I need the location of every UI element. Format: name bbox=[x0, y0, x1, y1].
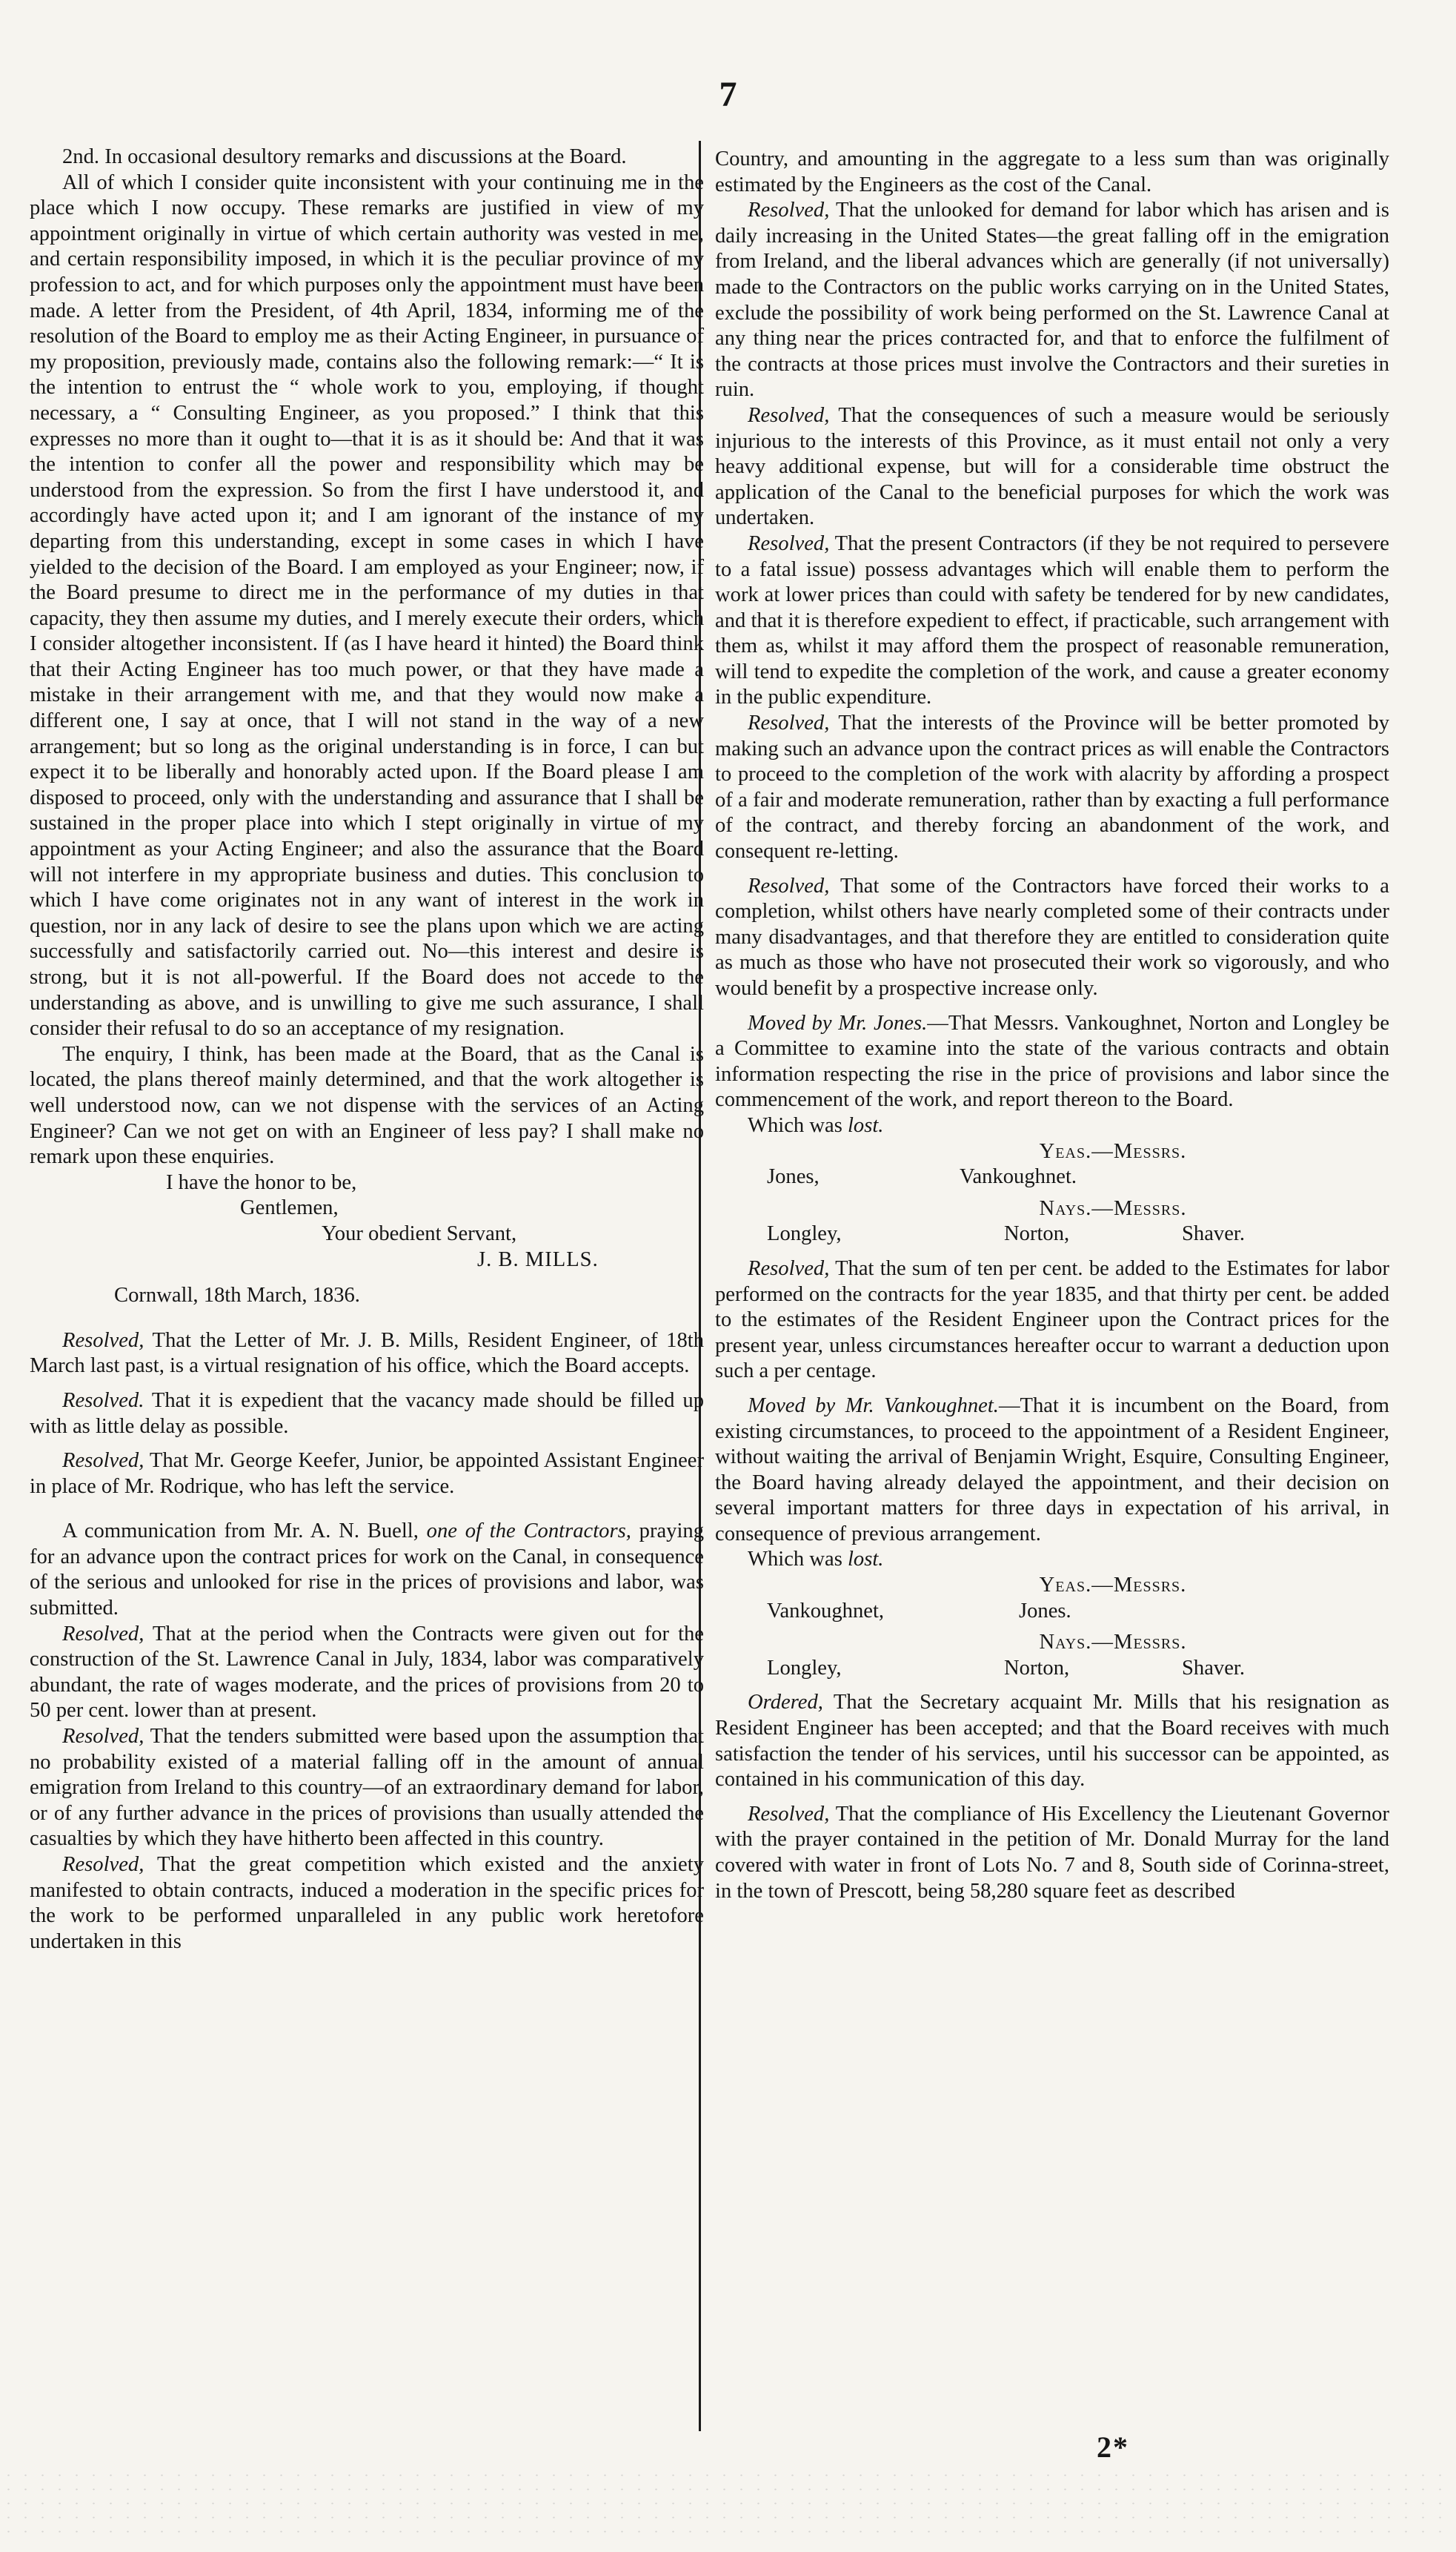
resolution-text: That some of the Contractors have forced their works to a completion, whilst others have nearly completed some of their contracts under many disadvantages, and that therefore they are entitled to consideration quite as much as those who have not prosecuted their work so vigorously, and who would benefit by a prospective increase only. bbox=[715, 874, 1389, 1000]
resolution-lead: Resolved, bbox=[748, 712, 830, 735]
resolution-keefer bbox=[30, 1448, 704, 1499]
resolution-ten-per-cent bbox=[715, 1256, 1389, 1385]
motion-text: —That Messrs. Vankoughnet, Norton and Longley be a Committee to examine into the state of the various contracts and obtain information respecting the rise in the price of provisions and labor since the commencement of the work, and report thereon to the Board. bbox=[715, 1011, 1390, 1112]
resolution-present-contractors bbox=[715, 531, 1389, 711]
resolution-text: That it is expedient that the vacancy made should be filled up with as little delay as possible. bbox=[30, 1388, 704, 1438]
resolution-lead: Resolved, bbox=[748, 531, 830, 555]
vote-nays-heading: Nays.—Messrs. bbox=[1039, 1631, 1187, 1654]
signature-closing: Your obedient Servant, bbox=[322, 1222, 517, 1245]
paragraph-desultory-remarks: 2nd. In occasional desultory remarks and discussions at the Board. bbox=[62, 145, 627, 168]
vote-nays-names bbox=[715, 1222, 1389, 1247]
signature-mark: 2* bbox=[1097, 2430, 1129, 2464]
motion-jones bbox=[715, 1011, 1389, 1113]
vote-yeas-heading: Yeas.—Messrs. bbox=[1039, 1574, 1187, 1597]
voter-name: Longley, bbox=[767, 1222, 842, 1246]
resolution-text: That the tenders submitted were based upon the assumption that no probability existed of a material falling off in the amount of annual emigration from Ireland to this country—of an extraordinary demand for labor, or of any further advance in the prices of provisions than usually attended the casualties by which they have hitherto been affected in this country. bbox=[30, 1725, 704, 1851]
resolution-text: That the compliance of His Excellency the Lieutenant Governor with the prayer contained in the petition of Mr. Donald Murray for the land covered with water in front of Lots No. 7 and 8, South side of Corinna-street, in the town of Prescott, being 58,280 square feet as described bbox=[715, 1802, 1389, 1903]
vote-nays-names bbox=[715, 1656, 1389, 1682]
resolution-lead: Resolved, bbox=[62, 1853, 144, 1876]
resolution-text: That the interests of the Province will be better promoted by making such an advance upon the contract prices as will enable the Contractors to proceed to the completion of the work with alacrity by affording a prospect of a fair and moderate remuneration, rather than by exacting a full performance of the contract, and thereby forcing an abandonment of the work, and consequent re-letting. bbox=[715, 712, 1389, 864]
motion-result-label: Which was bbox=[748, 1548, 848, 1571]
voter-name: Jones. bbox=[1019, 1599, 1071, 1623]
resolution-contracts-period bbox=[30, 1622, 704, 1724]
communication-text-a: A communication from Mr. A. N. Buell, bbox=[62, 1519, 427, 1543]
paragraph-letter-body: All of which I consider quite inconsistent with your continuing me in the place which I now occupy. These remarks are justified in view of my appointment originally in virtue of which certain authority was vested in me, and certain responsibility imposed, in which it is the peculiar province of my profession to act, and for which purposes only the appointment must have been made. A letter from the President, of 4th April, 1834, informing me of the resolution of the Board to employ me as their Acting Engineer, in pursuance of my proposition, previously made, contains also the following remark:—“ It is the intention to entrust the “ whole work to you, employing, if thought necessary, a “ Consulting Engineer, as you proposed.” I think that this expresses no more than it ought to—that it is as it should be: And that it was the intention to confer all the power and responsibility which may be understood from the expression. So from the first I have understood it, and accordingly have acted upon it; and I am ignorant of the instance of my departing from this understanding, except in some cases in which I have yielded to the decision of the Board. I am employed as your Engineer; now, if the Board presume to direct me in the performance of my duties in that capacity, they then assume my duties, and I merely execute their orders, which I consider altogether inconsistent. If (as I have heard it hinted) the Board think that their Acting Engineer has too much power, or that they have made a mistake in their arrangement with me, and that they would now make a different one, I say at once, that I will not stand in the way of a new arrangement; but so long as the original understanding is in force, I can but expect it to be liberally and honorably acted upon. If the Board please I am disposed to proceed, only with the understanding and assurance that I shall be sustained in the proper place into which I stept originally in virtue of my appointment as your Acting Engineer; and also the assurance that the Board will not interfere in my appropriate business and duties. This conclusion to which I have come originates not in any want of interest in the work in question, nor in any lack of desire to see the plans upon which we are acting successfully and satisfactorily carried out. No—this interest and desire is strong, but it is not all-powerful. If the Board does not accede to the understanding as above, and is unwilling to give me such assurance, I shall consider their refusal to do so an acceptance of my resignation. bbox=[30, 170, 704, 1041]
page-number: 7 bbox=[719, 75, 737, 114]
communication-text-b: one of the Contractors, bbox=[426, 1519, 631, 1543]
resolution-lead: Resolved, bbox=[62, 1622, 144, 1645]
resolution-text: That the great competition which existed and the anxiety manifested to obtain contracts, induced a moderation in the specific prices for the work to be performed unparalleled in any public work heretofore undertaken in this bbox=[30, 1853, 704, 1953]
paragraph-continuation: Country, and amounting in the aggregate to a less sum than was originally estimated by the Engineers as the cost of the Canal. bbox=[715, 148, 1389, 196]
motion-result-label: Which was bbox=[748, 1113, 848, 1137]
resolution-tenders bbox=[30, 1724, 704, 1852]
motion-lead: Moved by Mr. Jones. bbox=[748, 1011, 928, 1035]
communication-buell bbox=[30, 1519, 704, 1621]
resolution-lead: Resolved, bbox=[62, 1449, 144, 1473]
motion-result bbox=[715, 1547, 1389, 1573]
resolution-consequences bbox=[715, 403, 1389, 531]
voter-name: Jones, bbox=[767, 1165, 820, 1189]
resolution-murray-petition bbox=[715, 1802, 1389, 1904]
resolution-lead: Resolved, bbox=[748, 1802, 830, 1826]
motion-lead: Moved by Mr. Vankoughnet. bbox=[748, 1393, 999, 1417]
voter-name: Shaver. bbox=[1182, 1656, 1245, 1680]
paragraph-enquiry: The enquiry, I think, has been made at the Board, that as the Canal is located, the plans thereof mainly determined, and that the work altogether is well understood now, can we not dispense with the services of an Acting Engineer? Can we not get on with an Engineer of less pay? I shall make no remark upon these enquiries. bbox=[30, 1042, 704, 1169]
motion-result bbox=[715, 1113, 1389, 1139]
resolution-text: That the consequences of such a measure would be seriously injurious to the interests of this Province, as it must entail not only a very heavy additional expense, but will for a considerable time obstruct the application of the Canal to the beneficial purposes for which the work was undertaken. bbox=[715, 403, 1389, 530]
resolution-text: That the present Contractors (if they be not required to persevere to a fatal issue) possess advantages which will enable them to perform the work at lower prices than could with safety be tendered for by new candidates, and that it is therefore expedient to effect, if practicable, such arrangement with them as, whilst it may afford them the prospect of reasonable remuneration, will tend to expedite the completion of the work, and cause a greater economy in the public expenditure. bbox=[715, 531, 1389, 709]
resolution-lead: Resolved, bbox=[748, 199, 830, 222]
vote-yeas-names bbox=[715, 1599, 1389, 1625]
vote-yeas-names bbox=[715, 1164, 1389, 1190]
resolution-forced-works bbox=[715, 874, 1389, 1002]
voter-name: Shaver. bbox=[1182, 1222, 1245, 1246]
resolution-lead: Resolved, bbox=[62, 1725, 144, 1749]
voter-name: Norton, bbox=[1004, 1656, 1070, 1680]
vote-nays-heading: Nays.—Messrs. bbox=[1039, 1196, 1187, 1220]
resolution-text: That at the period when the Contracts were given out for the construction of the St. Lawrence Canal in July, 1834, labor was comparatively abundant, the rate of wages moderate, and the prices of provisions from 20 to 50 per cent. lower than at present. bbox=[30, 1622, 704, 1723]
resolution-text: That the unlooked for demand for labor which has arisen and is daily increasing in the United States—the great falling off in the emigration from Ireland, and the liberal advances which are generally (if not universally) made to the Contractors on the public works carrying on in the United States, exclude the possibility of work being performed on the St. Lawrence Canal at any thing near the prices contracted for, and that to enforce the fulfilment of the contracts at those prices must involve the Contractors and their sureties in ruin. bbox=[715, 199, 1389, 402]
resolution-lead: Resolved, bbox=[748, 403, 830, 427]
voter-name: Longley, bbox=[767, 1656, 842, 1680]
resolution-competition bbox=[30, 1852, 704, 1955]
motion-result-value: lost. bbox=[847, 1113, 884, 1137]
signature-salutation: Gentlemen, bbox=[240, 1196, 339, 1220]
motion-result-value: lost. bbox=[847, 1548, 884, 1571]
paper-speckle bbox=[0, 2468, 1456, 2542]
order-text: That the Secretary acquaint Mr. Mills that his resignation as Resident Engineer has been accepted; and that the Board receives with much satisfaction the tender of his services, until his successor can be appointed, as contained in his communication of this day. bbox=[715, 1691, 1389, 1792]
left-column bbox=[30, 145, 704, 1955]
resolution-text: That Mr. George Keefer, Junior, be appointed Assistant Engineer in place of Mr. Rodrique, who has left the service. bbox=[30, 1449, 704, 1498]
resolution-lead: Resolved, bbox=[748, 1256, 830, 1280]
resolution-vacancy bbox=[30, 1388, 704, 1439]
letter-date: Cornwall, 18th March, 1836. bbox=[114, 1284, 360, 1308]
resolution-text: That the Letter of Mr. J. B. Mills, Resident Engineer, of 18th March last past, is a virtual resignation of his office, which the Board accepts. bbox=[30, 1328, 704, 1378]
communication-text-c: praying for an advance upon the contract prices for work on the Canal, in consequence of the serious and unlooked for rise in the prices of provisions and labor, was submitted. bbox=[30, 1519, 704, 1620]
voter-name: Vankoughnet, bbox=[767, 1599, 885, 1623]
resolution-interests bbox=[715, 711, 1389, 865]
order-secretary bbox=[715, 1690, 1389, 1792]
resolution-lead: Resolved. bbox=[62, 1388, 144, 1412]
signature-name: J. B. MILLS. bbox=[477, 1247, 599, 1271]
resolution-labor-demand bbox=[715, 198, 1389, 403]
resolution-lead: Resolved, bbox=[62, 1328, 144, 1352]
voter-name: Norton, bbox=[1004, 1222, 1070, 1246]
resolution-lead: Resolved, bbox=[748, 874, 830, 898]
right-column bbox=[715, 147, 1389, 1904]
signature-honor: I have the honor to be, bbox=[166, 1170, 357, 1194]
motion-vankoughnet bbox=[715, 1393, 1389, 1548]
order-lead: Ordered, bbox=[748, 1691, 823, 1714]
voter-name: Vankoughnet. bbox=[960, 1165, 1077, 1189]
resolution-text: That the sum of ten per cent. be added to the Estimates for labor performed on the contracts for the year 1835, and that thirty per cent. be added to the estimates of the Resident Engineer upon the Contract prices for the present year, unless circumstances hereafter occur to warrant a deduction upon such a per centage. bbox=[715, 1256, 1389, 1383]
vote-yeas-heading: Yeas.—Messrs. bbox=[1039, 1139, 1187, 1163]
motion-text: —That it is incumbent on the Board, from existing circumstances, to proceed to the appointment of a Resident Engineer, without waiting the arrival of Benjamin Wright, Esquire, Consulting Engineer, the Board having already delayed the appointment, and their decision on several important matters for three days in expectation of his arrival, in consequence of previous arrangement. bbox=[715, 1393, 1389, 1545]
resolution-resignation bbox=[30, 1328, 704, 1379]
